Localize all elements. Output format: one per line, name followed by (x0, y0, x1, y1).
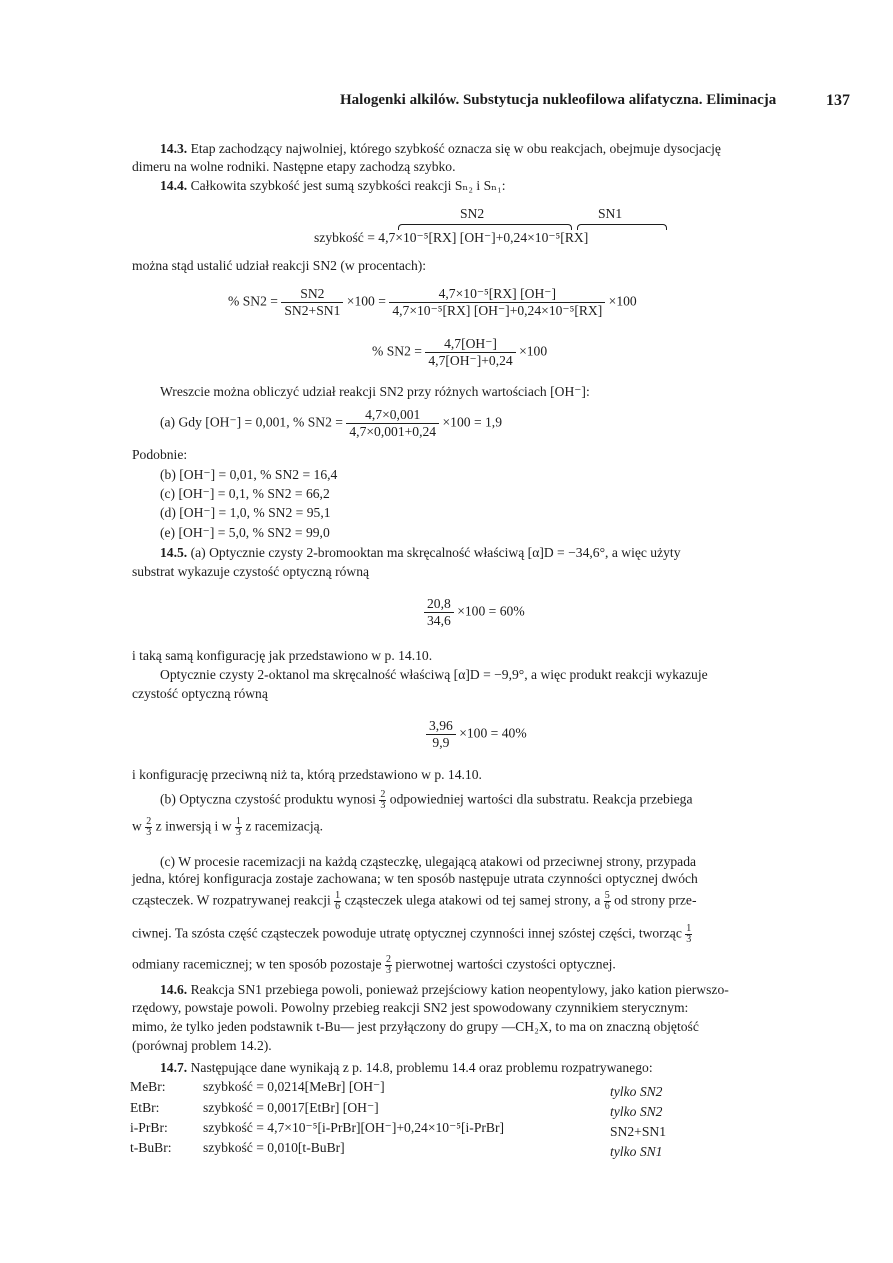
p146-line-3: mimo, że tylko jeden podstawnik t-Bu— jest przyłączony do grupy —CH₂X, to ma on znaczną objętość (132, 1019, 699, 1034)
fr-num: 2 (385, 954, 391, 965)
fraction-2-3-c (385, 955, 392, 976)
p145-c-line-3 (132, 891, 696, 912)
case-a-lhs: (a) Gdy [OH⁻] = 0,001, % SN2 = (160, 414, 343, 430)
case-a-tail: ×100 = 1,9 (442, 414, 502, 430)
page-number: 137 (826, 92, 850, 109)
p145-text-1: (a) Optycznie czysty 2-bromooktan ma skręcalność właściwą [α]D = −34,6°, a więc użyty (190, 545, 681, 560)
case-a-fraction (346, 407, 439, 440)
rate-row-eq: szybkość = 0,010[t-BuBr] (203, 1140, 345, 1155)
p143-text-1: Etap zachodzący najwolniej, którego szybkość oznacza się w obu reakcjach, obejmuje dysocjację (190, 141, 721, 156)
eq2-denominator: 4,7[OH⁻]+0,24 (428, 353, 513, 368)
p145-c-line-2: jedna, której konfiguracja zostaje zachowana; w ten sposób następuje utrata czynności optycznej dwóch (132, 871, 698, 886)
eq1-denominator-2: 4,7×10⁻⁵[RX] [OH⁻]+0,24×10⁻⁵[RX] (392, 303, 603, 318)
eq2-numerator: 4,7[OH⁻] (425, 336, 515, 353)
rate-row-mech: SN2+SN1 (610, 1124, 667, 1139)
p146-line-2: rzędowy, powstaje powoli. Powolny przebieg reakcji SN2 jest spowodowany czynnikiem sterycznym: (132, 1000, 689, 1015)
p144-line-2: można stąd ustalić udział reakcji SN2 (w procentach): (132, 258, 427, 273)
fraction-40-frac (426, 718, 456, 751)
p147-text-1: Następujące dane wynikają z p. 14.8, problemu 14.4 oraz problemu rozpatrywanego: (190, 1060, 653, 1075)
rate-row-sub: i-PrBr: (130, 1120, 168, 1135)
fr-den: 3 (380, 800, 386, 811)
fraction-60-numerator: 20,8 (424, 596, 454, 613)
eq1-tail: ×100 (608, 293, 637, 309)
p145-line-6: i konfigurację przeciwną niż ta, którą przedstawiono w p. 14.10. (132, 767, 482, 782)
c3-text-a: cząsteczek. W rozpatrywanej reakcji (132, 892, 331, 908)
p144-line-1 (160, 177, 506, 195)
case-a-numerator: 4,7×0,001 (346, 407, 439, 424)
fr-num: 5 (604, 890, 610, 901)
p145-line-4: Optycznie czysty 2-oktanol ma skręcalność właściwą [α]D = −9,9°, a więc produkt reakcji wykazuje (160, 667, 708, 682)
p145-line-1 (160, 544, 681, 562)
header-title: Halogenki alkilów. Substytucja nukleofilowa alifatyczna. Eliminacja (340, 92, 777, 108)
c4-text-a: ciwnej. Ta szósta część cząsteczek powoduje utratę optycznej czynności innej szóstej części, tworząc (132, 925, 682, 941)
p145-number: 14.5. (160, 545, 188, 560)
equation-2 (372, 336, 547, 369)
fr-num: 1 (235, 816, 241, 827)
rate-row-mech: tylko SN2 (610, 1084, 663, 1099)
p144-line-3: Wreszcie można obliczyć udział reakcji SN2 przy różnych wartościach [OH⁻]: (160, 384, 590, 399)
p145-line-5: czystość optyczną równą (132, 686, 268, 701)
b2-text-a: w (132, 818, 142, 834)
c3-text-b: cząsteczek ulega atakowi od tej samej strony, a (344, 892, 601, 908)
fraction-40-denominator: 9,9 (432, 735, 450, 750)
fraction-40 (426, 718, 527, 751)
fraction-60-frac (424, 596, 454, 629)
b2-text-c: z racemizacją. (245, 818, 324, 834)
eq1-lhs: % SN2 = (228, 293, 278, 309)
rate-row-mech: tylko SN1 (610, 1144, 663, 1159)
rate-equation: szybkość = 4,7×10⁻⁵[RX] [OH⁻]+0,24×10⁻⁵[RX] (314, 230, 589, 245)
fraction-1-3-b (685, 924, 692, 945)
fraction-5-6 (604, 891, 611, 912)
case-d: (d) [OH⁻] = 1,0, % SN2 = 95,1 (160, 505, 331, 520)
p147-number: 14.7. (160, 1060, 188, 1075)
fraction-40-numerator: 3,96 (426, 718, 456, 735)
rate-row-eq: szybkość = 0,0214[MeBr] [OH⁻] (203, 1079, 385, 1094)
p145-b-line-2 (132, 817, 323, 838)
p147-line-1 (160, 1059, 653, 1077)
p143-number: 14.3. (160, 141, 188, 156)
rate-row-sub: EtBr: (130, 1100, 160, 1115)
eq1-numerator-2: 4,7×10⁻⁵[RX] [OH⁻] (389, 286, 605, 303)
fr-den: 3 (385, 965, 391, 976)
p143-line-2: dimeru na wolne rodniki. Następne etapy zachodzą szybko. (132, 159, 456, 174)
p144-number: 14.4. (160, 178, 188, 193)
p146-line-1 (160, 981, 729, 999)
fr-num: 2 (380, 789, 386, 800)
fraction-1-3 (235, 817, 242, 838)
case-c: (c) [OH⁻] = 0,1, % SN2 = 66,2 (160, 486, 330, 501)
equation-1 (228, 286, 637, 319)
p145-c-line-1: (c) W procesie racemizacji na każdą cząsteczkę, ulegającą atakowi od przeciwnej strony, przypada (160, 854, 697, 869)
fraction-60-tail: ×100 = 60% (457, 603, 525, 619)
fraction-40-tail: ×100 = 40% (459, 725, 527, 741)
p146-text-1: Reakcja SN1 przebiega powoli, ponieważ przejściowy kation neopentylowy, jako kation pierwszo- (190, 982, 729, 997)
p146-number: 14.6. (160, 982, 188, 997)
p145-c-line-4 (132, 924, 692, 945)
brace-sn1 (577, 224, 667, 230)
eq1-fraction-2 (389, 286, 605, 319)
b1-text-a: (b) Optyczna czystość produktu wynosi (160, 791, 376, 807)
fr-den: 6 (335, 901, 341, 912)
fraction-1-6 (334, 891, 341, 912)
case-a-denominator: 4,7×0,001+0,24 (349, 424, 437, 439)
fr-num: 1 (686, 923, 692, 934)
fr-den: 3 (686, 934, 692, 945)
p144-text-1: Całkowita szybkość jest sumą szybkości reakcji Sₙ₂ i Sₙ₁: (190, 178, 506, 193)
fr-den: 6 (604, 901, 610, 912)
rate-row-sub: MeBr: (130, 1079, 166, 1094)
case-b: (b) [OH⁻] = 0,01, % SN2 = 16,4 (160, 467, 338, 482)
c5-text-b: pierwotnej wartości czystości optycznej. (395, 956, 616, 972)
c5-text-a: odmiany racemicznej; w ten sposób pozostaje (132, 956, 382, 972)
fr-num: 2 (146, 816, 152, 827)
p145-line-3: i taką samą konfigurację jak przedstawiono w p. 14.10. (132, 648, 433, 663)
fr-den: 3 (235, 827, 241, 838)
b1-text-b: odpowiedniej wartości dla substratu. Reakcja przebiega (389, 791, 693, 807)
p145-c-line-5 (132, 955, 616, 976)
running-header (340, 92, 850, 109)
fraction-60-denominator: 34,6 (427, 613, 451, 628)
p145-b-line-1 (160, 790, 693, 811)
eq1-fraction-1 (281, 286, 343, 319)
p145-line-2: substrat wykazuje czystość optyczną równą (132, 564, 370, 579)
fr-den: 3 (146, 827, 152, 838)
rate-row-mech: tylko SN2 (610, 1104, 663, 1119)
fraction-60 (424, 596, 525, 629)
eq1-numerator: SN2 (281, 286, 343, 303)
case-a (160, 407, 502, 440)
fr-num: 1 (335, 890, 341, 901)
rate-row-eq: szybkość = 0,0017[EtBr] [OH⁻] (203, 1100, 379, 1115)
label-sn2: SN2 (460, 206, 485, 221)
label-sn1: SN1 (598, 206, 623, 221)
p146-line-4: (porównaj problem 14.2). (132, 1038, 272, 1053)
b2-text-b: z inwersją i w (155, 818, 232, 834)
eq2-fraction (425, 336, 515, 369)
p143-line-1 (160, 140, 721, 158)
rate-row-eq: szybkość = 4,7×10⁻⁵[i-PrBr][OH⁻]+0,24×10⁻⁵[i-PrBr] (203, 1120, 505, 1135)
eq2-lhs: % SN2 = (372, 343, 422, 359)
eq2-tail: ×100 (519, 343, 548, 359)
case-e: (e) [OH⁻] = 5,0, % SN2 = 99,0 (160, 525, 330, 540)
c3-text-c: od strony prze- (614, 892, 697, 908)
eq1-denominator: SN2+SN1 (284, 303, 341, 318)
eq1-mid: ×100 = (346, 293, 386, 309)
fraction-2-3-b (145, 817, 152, 838)
podobnie-label: Podobnie: (132, 447, 188, 462)
rate-row-sub: t-BuBr: (130, 1140, 172, 1155)
fraction-2-3-a (379, 790, 386, 811)
